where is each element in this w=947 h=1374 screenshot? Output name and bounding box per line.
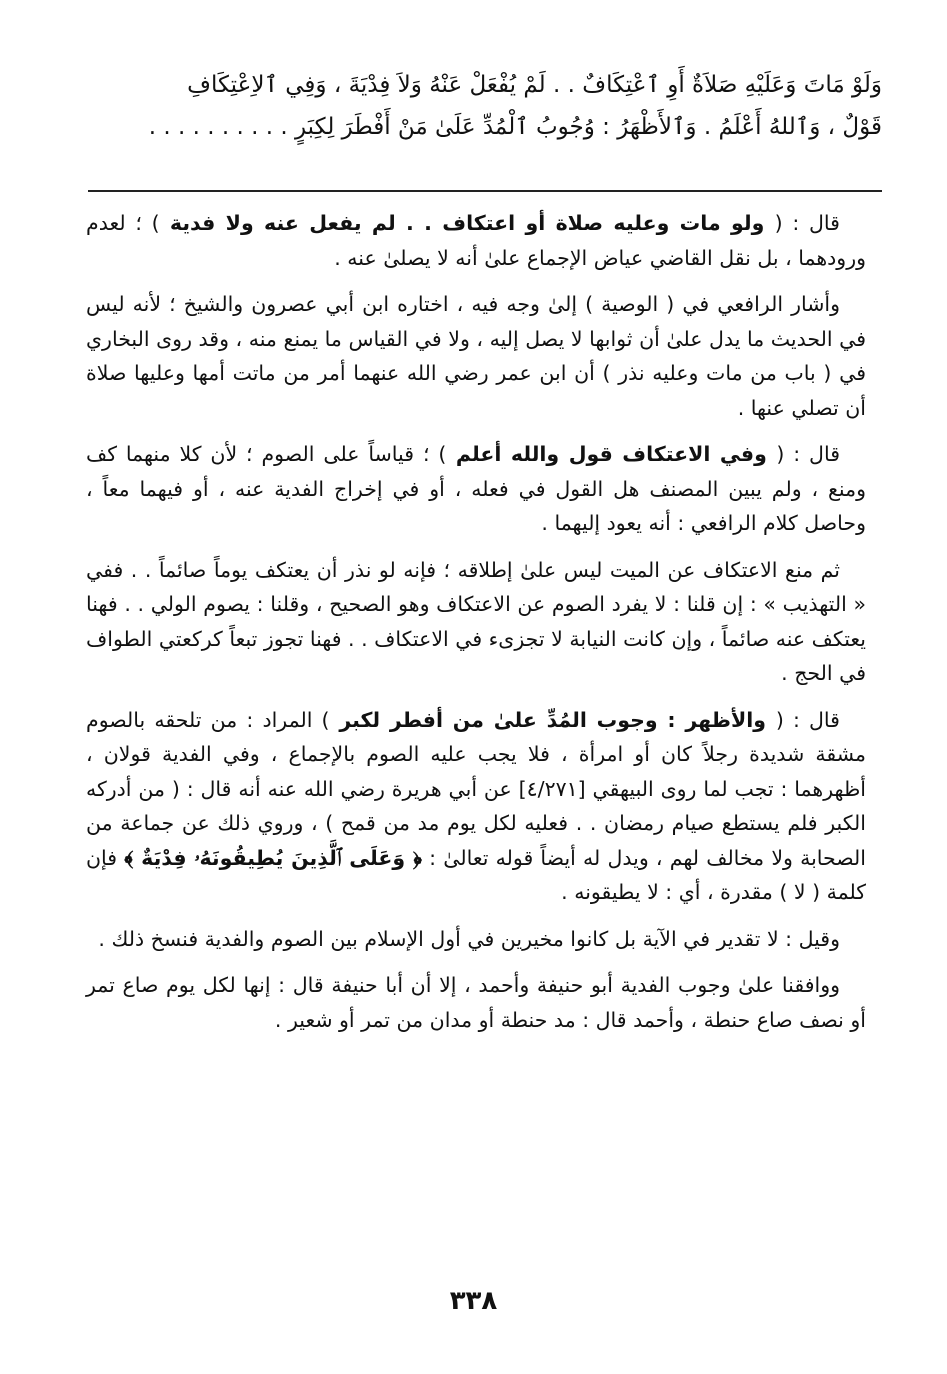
paragraph-intro: قال : ( — [775, 707, 840, 732]
paragraph-intro: قال : ( — [776, 442, 840, 466]
quoted-matn: وفي الاعتكاف قول والله أعلم — [446, 442, 777, 466]
quoted-matn: والأظهر : وجوب المُدِّ علىٰ من أفطر لكبر — [329, 707, 776, 732]
commentary-paragraph: ووافقنا علىٰ وجوب الفدية أبو حنيفة وأحمد ، إلا أن أبا حنيفة قال : إنها لكل يوم صاع تمر أو نصف صاع حنطة ، وأحمد قال : مد حنطة أو مدان من تمر أو شعير . — [86, 973, 866, 1032]
paragraph-body: ) ؛ لعدم ورودهما ، بل نقل القاضي عياض الإجماع علىٰ أنه لا يصلىٰ عنه . — [86, 211, 866, 270]
paragraph-body: ) ؛ قياساً على الصوم ؛ لأن كلا منهما كف ومنع ، ولم يبين المصنف هل القول في فعله ، أو في إخراج الفدية عنه ، أو فيهما معاً ، وحاصل كلام الرافعي : أنه يعود إليهما . — [86, 442, 866, 535]
commentary-paragraph — [86, 703, 866, 910]
paragraph-body: فإن كلمة ( لا ) مقدرة ، أي : لا يطيقونه . — [86, 845, 866, 904]
matn-text — [70, 64, 882, 148]
commentary-paragraph — [86, 437, 866, 541]
matn-line: قَوْلٌ ، وَٱللهُ أَعْلَمُ . وَٱلأَظْهَرُ : وُجُوبُ ٱلْمُدِّ عَلَىٰ مَنْ أَفْطَرَ لِكِبَرٍ . . . . . . . . . . — [148, 114, 882, 140]
paragraph-intro: قال : ( — [774, 211, 840, 235]
commentary-paragraph: وقيل : لا تقدير في الآية بل كانوا مخيرين في أول الإسلام بين الصوم والفدية فنسخ ذلك . — [98, 926, 840, 951]
page-number: ٣٣٨ — [449, 1286, 498, 1316]
commentary-paragraph: ثم منع الاعتكاف عن الميت ليس علىٰ إطلاقه ؛ فإنه لو نذر أن يعتكف يوماً صائماً . . ففي « التهذيب » : إن قلنا : لا يفرد الصوم عن الاعتكاف وهو الصحيح ، وقلنا : يصوم الولي . . فهنا يعتكف عنه صائماً ، وإن كانت النيابة لا تجزىء في الاعتكاف . . فهنا تجوز تبعاً كركعتي الطواف في الحج . — [86, 557, 866, 685]
matn-line: وَلَوْ مَاتَ وَعَلَيْهِ صَلاَةٌ أَوِ ٱعْتِكَافٌ . . لَمْ يُفْعَلْ عَنْهُ وَلاَ فِدْيَةَ ، وَفِي ٱلاِعْتِكَافِ — [187, 72, 882, 98]
commentary-paragraph: وأشار الرافعي في ( الوصية ) إلىٰ وجه فيه ، اختاره ابن أبي عصرون والشيخ ؛ لأنه ليس في الحديث ما يدل علىٰ أن ثوابها لا يصل إليه ، ولا في القياس ما يمنع منه ، وقد روى البخاري في ( باب من مات وعليه نذر ) أن ابن عمر رضي الله عنهما أمر من ماتت أمها وعليها صلاة أن تصلي عنها . — [86, 292, 866, 420]
quoted-matn: ولو مات وعليه صلاة أو اعتكاف . . لم يفعل عنه ولا فدية — [159, 211, 775, 235]
paragraph-body: ) المراد : من تلحقه بالصوم مشقة شديدة رجلاً كان أو امرأة ، فلا يجب عليه الصوم بالإجماع ، وفي الفدية قولان ، أظهرهما : تجب لما روى البيهقي [٤/٢٧١] عن أبي هريرة رضي الله عنه أنه قال : ( من أدركه الكبر فلم يستطع صيام رمضان . . فعليه لكل يوم مد من قمح ) ، وروي ذلك عن جماعة من الصحابة ولا مخالف لهم ، ويدل له أيضاً قوله تعالىٰ : — [86, 707, 866, 870]
separator-rule — [88, 190, 882, 192]
quran-verse: ﴿ وَعَلَى ٱلَّذِينَ يُطِيقُونَهُۥ فِدْيَةٌ ﴾ — [124, 845, 422, 870]
commentary-paragraph — [86, 206, 866, 275]
commentary-text — [86, 206, 866, 1037]
